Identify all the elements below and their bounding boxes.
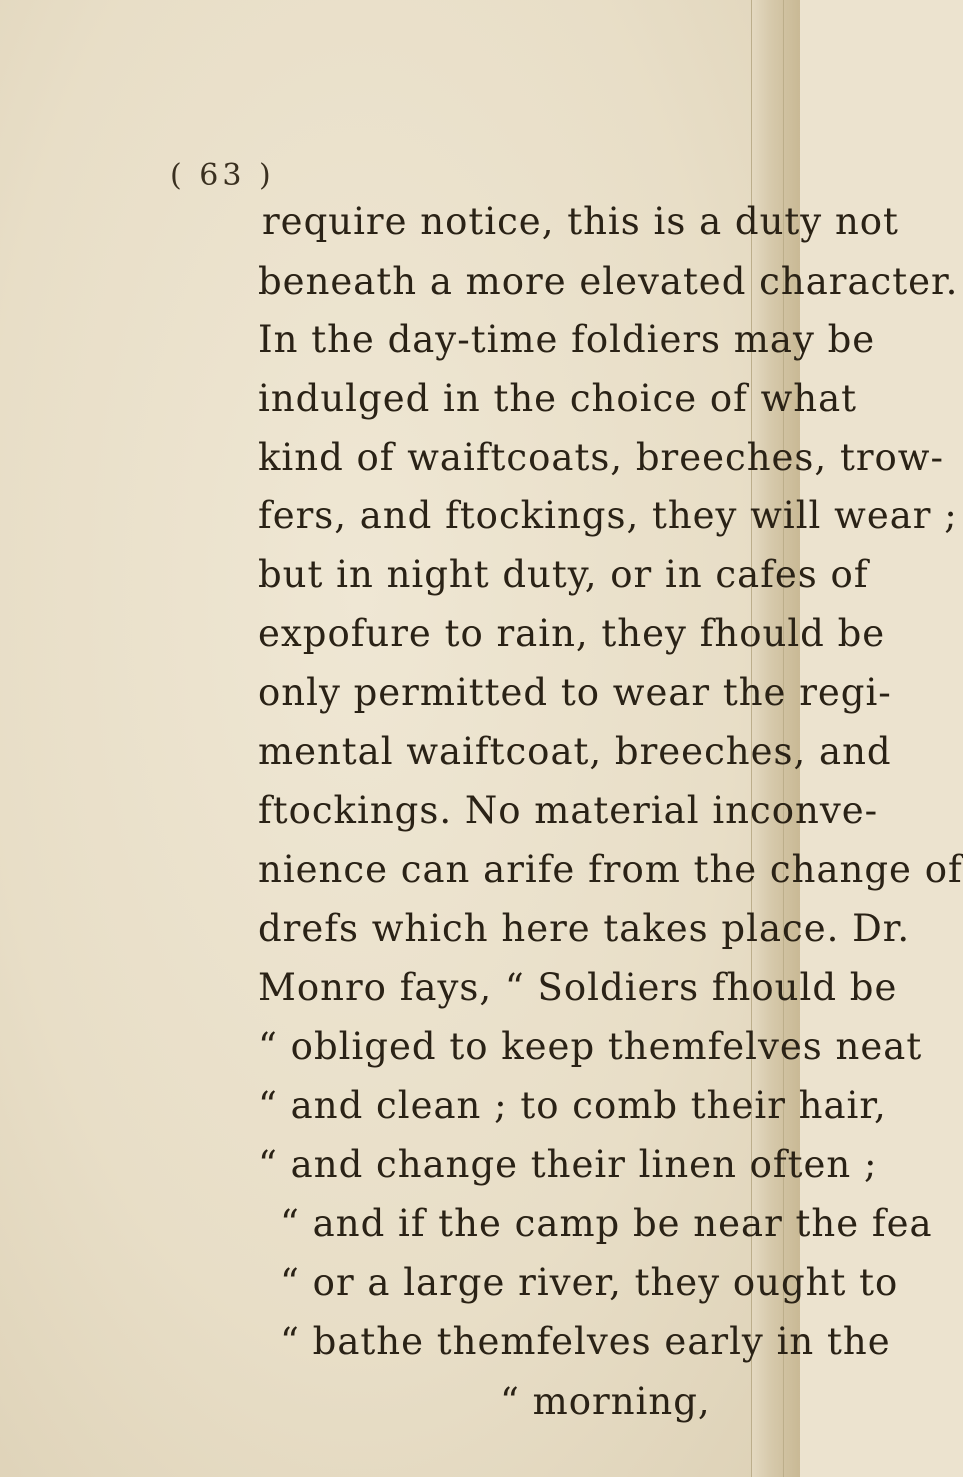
text-line: beneath a more elevated character. xyxy=(258,260,959,303)
text-line: mental waiftcoat, breeches, and xyxy=(258,730,892,773)
text-line: expofure to rain, they fhould be xyxy=(258,612,886,655)
text-line: require notice, this is a duty not xyxy=(262,200,899,243)
text-line: In the day-time foldiers may be xyxy=(258,318,876,361)
text-line: “ morning, xyxy=(500,1380,711,1423)
text-line: drefs which here takes place. Dr. xyxy=(258,907,911,950)
text-line: Monro fays, “ Soldiers fhould be xyxy=(258,966,898,1009)
text-line: “ or a large river, they ought to xyxy=(280,1261,899,1304)
page-number: ( 63 ) xyxy=(170,158,275,193)
text-line: indulged in the choice of what xyxy=(258,377,858,420)
text-line: “ and change their linen often ; xyxy=(258,1143,878,1186)
text-line: ftockings. No material inconve- xyxy=(258,789,879,832)
text-line: “ and clean ; to comb their hair, xyxy=(258,1084,887,1127)
text-line: “ and if the camp be near the fea xyxy=(280,1202,933,1245)
text-line: “ obliged to keep themfelves neat xyxy=(258,1025,923,1068)
text-line: nience can arife from the change of xyxy=(258,848,963,891)
text-line: but in night duty, or in cafes of xyxy=(258,553,869,596)
text-line: only permitted to wear the regi- xyxy=(258,671,892,714)
text-line: kind of waiftcoats, breeches, trow- xyxy=(258,436,944,479)
text-line: fers, and ftockings, they will wear ; xyxy=(258,494,958,537)
text-line: “ bathe themfelves early in the xyxy=(280,1320,891,1363)
